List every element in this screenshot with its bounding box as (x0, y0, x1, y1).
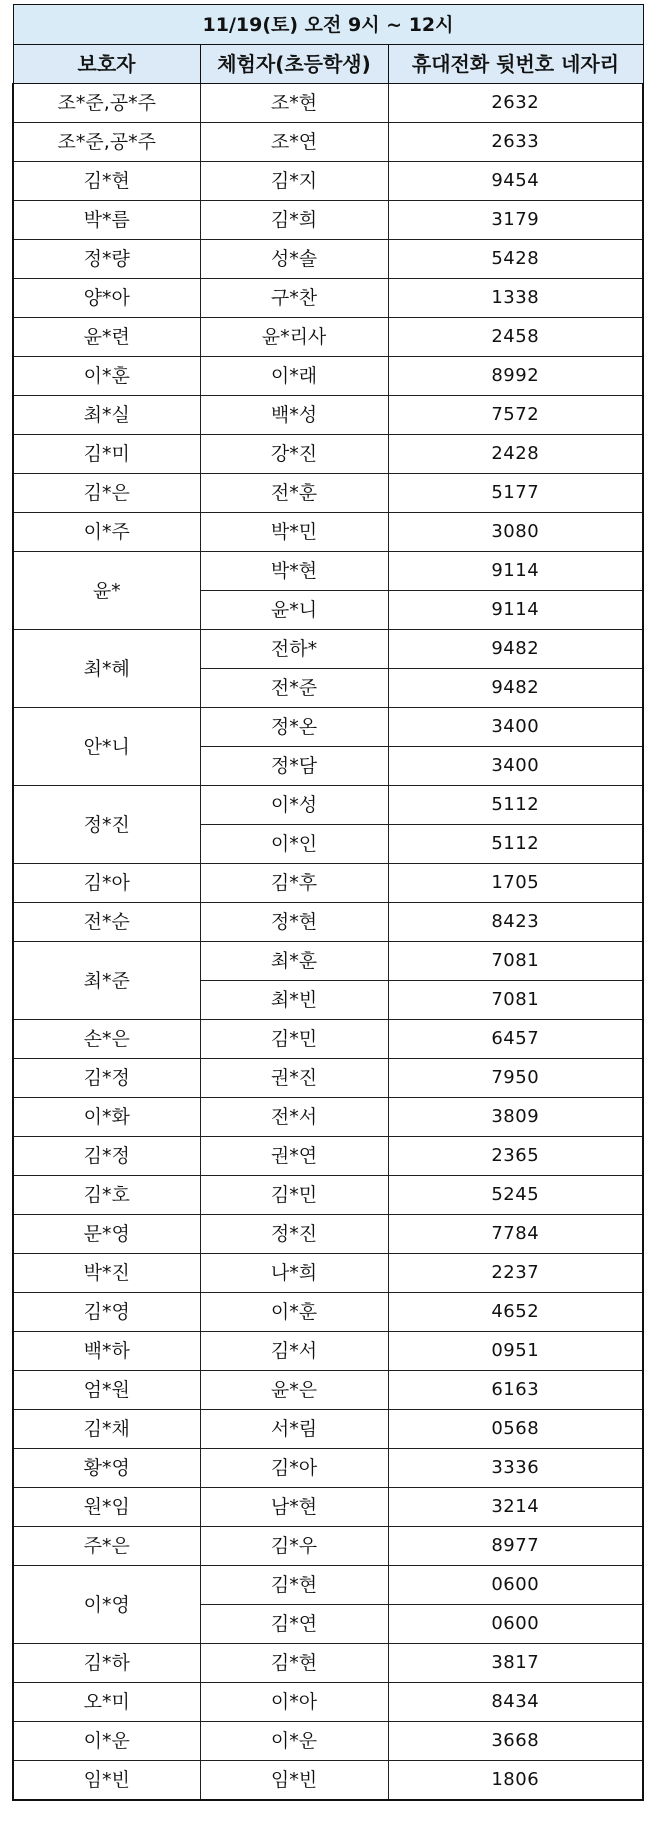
participant-cell[interactable]: 이*아 (200, 1683, 388, 1722)
participant-cell[interactable]: 조*현 (200, 84, 388, 123)
table-row (13, 1176, 643, 1215)
phone-cell[interactable]: 3179 (388, 201, 643, 240)
table-row (13, 513, 643, 552)
guardian-cell[interactable]: 최*실 (13, 396, 200, 435)
table-row (13, 1137, 643, 1176)
phone-cell[interactable]: 5428 (388, 240, 643, 279)
sheet-title[interactable]: 11/19(토) 오전 9시 ~ 12시 (13, 5, 643, 45)
table-row (13, 279, 643, 318)
participant-cell[interactable]: 김*후 (200, 864, 388, 903)
participant-cell[interactable]: 김*서 (200, 1332, 388, 1371)
phone-cell[interactable]: 0600 (388, 1566, 643, 1605)
participant-cell[interactable]: 김*아 (200, 1449, 388, 1488)
title-row (13, 5, 643, 45)
phone-cell[interactable]: 7572 (388, 396, 643, 435)
phone-cell[interactable]: 8423 (388, 903, 643, 942)
guardian-cell[interactable]: 김*현 (13, 162, 200, 201)
guardian-cell[interactable]: 김*은 (13, 474, 200, 513)
guardian-cell[interactable]: 박*름 (13, 201, 200, 240)
guardian-cell[interactable]: 최*혜 (13, 630, 200, 708)
header-guardian[interactable]: 보호자 (13, 45, 200, 84)
participant-cell[interactable]: 김*민 (200, 1020, 388, 1059)
guardian-cell[interactable]: 윤* (13, 552, 200, 630)
table-row (13, 1761, 643, 1800)
table-row (13, 1215, 643, 1254)
participant-cell[interactable]: 나*희 (200, 1254, 388, 1293)
participant-cell[interactable]: 김*우 (200, 1527, 388, 1566)
table-row (13, 708, 643, 747)
table-row (13, 84, 643, 123)
table-row (13, 1566, 643, 1605)
phone-cell[interactable]: 5177 (388, 474, 643, 513)
phone-cell[interactable]: 5112 (388, 786, 643, 825)
header-phone[interactable]: 휴대전화 뒷번호 네자리 (388, 45, 643, 84)
guardian-cell[interactable]: 김*호 (13, 1176, 200, 1215)
phone-cell[interactable]: 3817 (388, 1644, 643, 1683)
guardian-cell[interactable]: 최*준 (13, 942, 200, 1020)
phone-cell[interactable]: 7081 (388, 942, 643, 981)
guardian-cell[interactable]: 이*주 (13, 513, 200, 552)
table-row (13, 903, 643, 942)
guardian-cell[interactable]: 이*운 (13, 1722, 200, 1761)
phone-cell[interactable]: 2633 (388, 123, 643, 162)
table-row (13, 357, 643, 396)
phone-cell[interactable]: 3214 (388, 1488, 643, 1527)
participant-cell[interactable]: 성*솔 (200, 240, 388, 279)
participant-cell[interactable]: 최*훈 (200, 942, 388, 981)
guardian-cell[interactable]: 황*영 (13, 1449, 200, 1488)
guardian-cell[interactable]: 박*진 (13, 1254, 200, 1293)
table-row (13, 1527, 643, 1566)
guardian-cell[interactable]: 김*채 (13, 1410, 200, 1449)
participant-cell[interactable]: 이*성 (200, 786, 388, 825)
table-row (13, 552, 643, 591)
phone-cell[interactable]: 8977 (388, 1527, 643, 1566)
participant-cell[interactable]: 전하* (200, 630, 388, 669)
phone-cell[interactable]: 4652 (388, 1293, 643, 1332)
participant-cell[interactable]: 김*연 (200, 1605, 388, 1644)
phone-cell[interactable]: 0951 (388, 1332, 643, 1371)
guardian-cell[interactable]: 전*순 (13, 903, 200, 942)
table-row (13, 162, 643, 201)
table-row (13, 435, 643, 474)
participant-cell[interactable]: 강*진 (200, 435, 388, 474)
guardian-cell[interactable]: 임*빈 (13, 1761, 200, 1800)
phone-cell[interactable]: 9114 (388, 552, 643, 591)
table-row (13, 318, 643, 357)
participant-cell[interactable]: 이*운 (200, 1722, 388, 1761)
guardian-cell[interactable]: 원*임 (13, 1488, 200, 1527)
table-row (13, 123, 643, 162)
header-row (13, 45, 643, 84)
table-row (13, 1371, 643, 1410)
guardian-cell[interactable]: 백*하 (13, 1332, 200, 1371)
participant-cell[interactable]: 박*현 (200, 552, 388, 591)
guardian-cell[interactable]: 조*준,공*주 (13, 84, 200, 123)
phone-cell[interactable]: 2237 (388, 1254, 643, 1293)
phone-cell[interactable]: 1705 (388, 864, 643, 903)
phone-cell[interactable]: 7081 (388, 981, 643, 1020)
phone-cell[interactable]: 3668 (388, 1722, 643, 1761)
guardian-cell[interactable]: 정*량 (13, 240, 200, 279)
phone-cell[interactable]: 5112 (388, 825, 643, 864)
guardian-cell[interactable]: 이*화 (13, 1098, 200, 1137)
phone-cell[interactable]: 3400 (388, 747, 643, 786)
phone-cell[interactable]: 3336 (388, 1449, 643, 1488)
table-row (13, 1293, 643, 1332)
table-row (13, 1644, 643, 1683)
phone-cell[interactable]: 2428 (388, 435, 643, 474)
participant-cell[interactable]: 구*찬 (200, 279, 388, 318)
participant-cell[interactable]: 권*진 (200, 1059, 388, 1098)
table-row (13, 1098, 643, 1137)
table-body (13, 84, 643, 1800)
table-row (13, 396, 643, 435)
participant-cell[interactable]: 정*진 (200, 1215, 388, 1254)
guardian-cell[interactable]: 정*진 (13, 786, 200, 864)
participant-cell[interactable]: 김*지 (200, 162, 388, 201)
phone-cell[interactable]: 3400 (388, 708, 643, 747)
table-row (13, 1332, 643, 1371)
phone-cell[interactable]: 1806 (388, 1761, 643, 1800)
participant-cell[interactable]: 윤*니 (200, 591, 388, 630)
participant-cell[interactable]: 조*연 (200, 123, 388, 162)
table-row (13, 201, 643, 240)
reservation-table (12, 4, 644, 1801)
participant-cell[interactable]: 임*빈 (200, 1761, 388, 1800)
guardian-cell[interactable]: 손*은 (13, 1020, 200, 1059)
participant-cell[interactable]: 윤*리사 (200, 318, 388, 357)
participant-cell[interactable]: 남*현 (200, 1488, 388, 1527)
table-row (13, 1488, 643, 1527)
phone-cell[interactable]: 3080 (388, 513, 643, 552)
phone-cell[interactable]: 8992 (388, 357, 643, 396)
guardian-cell[interactable]: 김*아 (13, 864, 200, 903)
phone-cell[interactable]: 6163 (388, 1371, 643, 1410)
participant-cell[interactable]: 김*현 (200, 1566, 388, 1605)
guardian-cell[interactable]: 김*정 (13, 1059, 200, 1098)
phone-cell[interactable]: 7784 (388, 1215, 643, 1254)
phone-cell[interactable]: 0568 (388, 1410, 643, 1449)
participant-cell[interactable]: 윤*은 (200, 1371, 388, 1410)
table-row (13, 1410, 643, 1449)
table-row (13, 1059, 643, 1098)
table-row (13, 630, 643, 669)
phone-cell[interactable]: 1338 (388, 279, 643, 318)
participant-cell[interactable]: 백*성 (200, 396, 388, 435)
participant-cell[interactable]: 이*인 (200, 825, 388, 864)
participant-cell[interactable]: 전*훈 (200, 474, 388, 513)
participant-cell[interactable]: 이*훈 (200, 1293, 388, 1332)
participant-cell[interactable]: 김*민 (200, 1176, 388, 1215)
phone-cell[interactable]: 0600 (388, 1605, 643, 1644)
guardian-cell[interactable]: 김*하 (13, 1644, 200, 1683)
phone-cell[interactable]: 3809 (388, 1098, 643, 1137)
header-participant[interactable]: 체험자(초등학생) (200, 45, 388, 84)
participant-cell[interactable]: 박*민 (200, 513, 388, 552)
participant-cell[interactable]: 최*빈 (200, 981, 388, 1020)
table-row (13, 474, 643, 513)
table-row (13, 1020, 643, 1059)
guardian-cell[interactable]: 오*미 (13, 1683, 200, 1722)
phone-cell[interactable]: 8434 (388, 1683, 643, 1722)
guardian-cell[interactable]: 김*영 (13, 1293, 200, 1332)
participant-cell[interactable]: 이*래 (200, 357, 388, 396)
phone-cell[interactable]: 6457 (388, 1020, 643, 1059)
guardian-cell[interactable]: 이*영 (13, 1566, 200, 1644)
guardian-cell[interactable]: 안*니 (13, 708, 200, 786)
guardian-cell[interactable]: 김*미 (13, 435, 200, 474)
participant-cell[interactable]: 전*서 (200, 1098, 388, 1137)
table-row (13, 240, 643, 279)
guardian-cell[interactable]: 김*정 (13, 1137, 200, 1176)
guardian-cell[interactable]: 이*훈 (13, 357, 200, 396)
phone-cell[interactable]: 2632 (388, 84, 643, 123)
phone-cell[interactable]: 2365 (388, 1137, 643, 1176)
table-row (13, 1254, 643, 1293)
guardian-cell[interactable]: 주*은 (13, 1527, 200, 1566)
participant-cell[interactable]: 정*온 (200, 708, 388, 747)
phone-cell[interactable]: 2458 (388, 318, 643, 357)
phone-cell[interactable]: 9482 (388, 669, 643, 708)
guardian-cell[interactable]: 조*준,공*주 (13, 123, 200, 162)
participant-cell[interactable]: 권*연 (200, 1137, 388, 1176)
table-row (13, 1683, 643, 1722)
guardian-cell[interactable]: 문*영 (13, 1215, 200, 1254)
guardian-cell[interactable]: 윤*련 (13, 318, 200, 357)
phone-cell[interactable]: 5245 (388, 1176, 643, 1215)
phone-cell[interactable]: 9482 (388, 630, 643, 669)
participant-cell[interactable]: 정*현 (200, 903, 388, 942)
guardian-cell[interactable]: 엄*원 (13, 1371, 200, 1410)
participant-cell[interactable]: 전*준 (200, 669, 388, 708)
phone-cell[interactable]: 9114 (388, 591, 643, 630)
guardian-cell[interactable]: 양*아 (13, 279, 200, 318)
participant-cell[interactable]: 김*희 (200, 201, 388, 240)
phone-cell[interactable]: 9454 (388, 162, 643, 201)
table-row (13, 1722, 643, 1761)
table-row (13, 1449, 643, 1488)
phone-cell[interactable]: 7950 (388, 1059, 643, 1098)
participant-cell[interactable]: 정*담 (200, 747, 388, 786)
participant-cell[interactable]: 서*림 (200, 1410, 388, 1449)
table-row (13, 942, 643, 981)
participant-cell[interactable]: 김*현 (200, 1644, 388, 1683)
table-row (13, 786, 643, 825)
table-row (13, 864, 643, 903)
